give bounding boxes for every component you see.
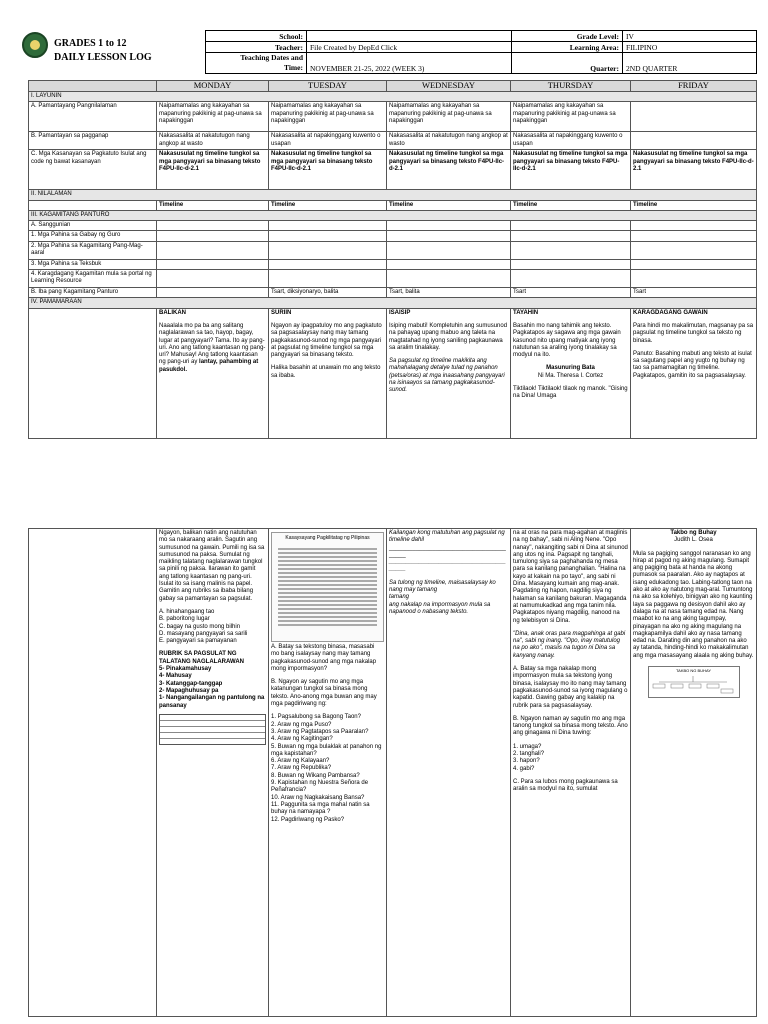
p2-mon-list-d: D. masayang pangyayari sa sarili [159, 630, 248, 637]
quarter-value: 2ND QUARTER [623, 63, 757, 74]
mon-text: Naaalala mo pa ba ang salitang naglalarawan sa tao, hayop, bagay, lugar at pangyayari? Tama. Ito ay pang-uri. Ano ang tatlong kaantasan ng pang-uri? Mahusay! Ang tatlong kaantasan ng pang-uri ay [159, 322, 266, 366]
p2-mon-list-b: B. paboritong lugar [159, 616, 210, 623]
p2-thu-text2: "Dina, anak oras para magpahinga at gabi na", sabi ng inang. "Opo, inay matutulog na po ako", masiis na tugon ni Dina sa kanyang nanay. [513, 630, 626, 659]
p2-thu-qb: B. Ngayon naman ay sagutin mo ang mga tanong tungkol sa binasa mong teksto. Ano ang ginagawa ni Dina tuwing: [513, 715, 628, 737]
gabay-label: 1. Mga Pahina sa Gabay ng Guro [29, 231, 157, 241]
tue-text2: Halika basahin at unawain mo ang teksto sa ibaba. [271, 365, 381, 379]
rubric-1: 1- Nangangailangan ng pantulong na pansanay [159, 695, 265, 709]
sanggunian-label: A. Sanggunian [29, 221, 157, 231]
thu-text: Basahin mo nang tahimik ang teksto. Pagkatapos ay sagawa ang mga gawain kasunod nito upang matiyak ang iyong natutunan sa araling iyong tinalakay sa modyul na ito. [513, 322, 621, 359]
pamamaraan-mon [157, 308, 269, 438]
rubric-4: 4- Mahusay [159, 673, 192, 680]
tue-text: Ngayon ay ipagpatuloy mo ang pagkatuto sa pagsasalaysay nang may tamang pagkakasunod-sunod ng mga pangyayari at pagsulat ng timeline tungkol sa mga pangyayari sa binasang teksto. [271, 322, 382, 359]
grade-label: Grade Level: [512, 31, 623, 42]
quarter-label: Quarter: [512, 63, 623, 74]
tue-q4: 4. Araw ng Kagitingan? [271, 736, 333, 743]
pamamaraan-thu [511, 308, 631, 438]
pagganap-fri [631, 132, 757, 150]
day-tuesday: TUESDAY [269, 81, 387, 92]
header-info-table [205, 30, 757, 74]
area-value: FILIPINO [623, 42, 757, 53]
tue-q7: 7. Araw ng Republika? [271, 765, 332, 772]
pagganap-mon: Nakasasalita at nakatutugon nang angkop at wasto [157, 132, 269, 150]
pagkatuto-wed: Nakasusulat ng timeline tungkol sa mga pangyayari sa binasang teksto F4PU-IIc-d-2.1 [387, 150, 511, 190]
wed-p2-italic3: Sa tulong ng timeline, maisasalaysay ko nang may tamang [389, 579, 496, 594]
row-label-pagganap: B. Pamantayan sa pagganap [29, 132, 157, 150]
pangnilalaman-thu: Naipamamalas ang kakayahan sa mapanuring pakikinig at pag-unawa sa napakinggan [511, 102, 631, 132]
tue-title: SURIIN [271, 309, 292, 316]
tue-q1: 1. Pagsalubong sa Bagong Taon? [271, 714, 361, 721]
pagganap-wed: Nakasasalita at nakatutugon nang angkop at wasto [387, 132, 511, 150]
tue-q2: 2. Araw ng mga Puso? [271, 721, 332, 728]
p2-thu [511, 529, 631, 1017]
nilalaman-label [29, 200, 157, 210]
thu-q3: 3. hapon? [513, 758, 540, 765]
pamamaraan-fri [631, 308, 757, 438]
day-thursday: THURSDAY [511, 81, 631, 92]
kagamitang-mag-label: 2. Mga Pahina sa Kagamitang Pang-Mag-aaral [29, 241, 157, 259]
fri-story-title: Takbo ng Buhay [670, 530, 717, 536]
p2-mon [157, 529, 269, 1017]
tue-q9: 9. Kapistahan ng Nuestra Señora de Peñafrancia? [271, 780, 369, 794]
lesson-log-page-1 [0, 0, 768, 480]
tue-q5: 5. Buwan ng mga bulaklak at panahon ng mga kapistahan? [271, 743, 382, 757]
row-label-pagkatuto: C. Mga Kasanayan sa Pagkatuto Isulat ang code ng bawat kasanayan [29, 150, 157, 190]
deped-seal-icon [22, 32, 48, 58]
teksbuk-label: 3. Mga Pahina sa Teksbuk [29, 259, 157, 269]
nilalaman-wed: Timeline [387, 200, 511, 210]
grade-value: IV [623, 31, 757, 42]
lesson-log-page-2 [0, 520, 768, 1024]
iba-mon [157, 288, 269, 298]
pagkatuto-mon: Nakasusulat ng timeline tungkol sa mga pangyayari sa binasang teksto F4PU-IIc-d-2.1 [157, 150, 269, 190]
area-label: Learning Area: [512, 42, 623, 53]
p2-fri-text: Mula sa pagiging sanggol naranasan ko ang hirap at pagod ng aking magulang. Sumapit ang pagiging bata at handa na akong pumasok sa paaralan. Ako ay nagtapos at isang edukadong tao. Labing-tatlong taon na ako at ako ay natutong mag-aral. Tumuntong na ako sa kolehiyo, binigyan ako ng kaunting laya sa paggawa ng desisyon dahil ako ay dalaga na at nasa tamang edad na. Nang maabot ko na ang aking tagumpay, pinayagan na ako ng aking magulang na magkapamilya dahil ako ay nasa tamang edad na. Darating din ang panahon na ako ay tatanda, hinding-hindi ko makakalimutan ang mga masasayang alaala ng aking buhay. [633, 550, 754, 659]
thu-story-author: Ni Ma. Theresa I. Cortez [537, 372, 604, 379]
pamamaraan-wed [387, 308, 511, 438]
p2-fri [631, 529, 757, 1017]
iba-wed: Tsart, balita [387, 288, 511, 298]
teacher-label: Teacher: [206, 42, 307, 53]
nilalaman-fri: Timeline [631, 200, 757, 210]
school-value [307, 31, 512, 42]
tue-q11: 11. Paggunita sa mga mahal natin sa buhay na namayapa ? [271, 801, 370, 816]
section-layunin: I. LAYUNIN [29, 92, 757, 102]
wed-italic: Sa pagsulat ng timeline makikita ang mahahalagang detalye tulad ng panahon (petsa/oras) at mga inaasahang pangyayari na isinaayos sa tamang pagkakasunod-sunod. [389, 358, 505, 394]
fri-title: KARAGDAGANG GAWAIN [633, 309, 708, 316]
school-label: School: [206, 31, 307, 42]
iba-tue: Tsart, diksiyonaryo, balita [269, 288, 387, 298]
blank-label [512, 53, 623, 64]
tue-q3: 3. Araw ng Pagtatapos sa Paaralan? [271, 728, 369, 735]
p2-mon-text: Ngayon, balikan natin ang natutuhan mo sa nakaraang aralin. Sagutin ang sumusunod na gawain. Pumili ng isa sa sumusunod na paksa. Sumulat ng maikling talatang naglalarawan tungkol sa pinili ng paksa. Ilarawan ito gamit ang tatlong kaantasan ng pang-uri. Isulat ito sa isang malinis na papel. Gamitin ang rubriks sa ibaba bilang gabay sa pamantayan sa pagsulat. [159, 530, 265, 602]
page-gap [0, 480, 768, 520]
p2-thu-text3: C. Para sa lubos mong pagkaunawa sa aralin sa modyul na ito, sumulat [513, 778, 618, 793]
iba-thu: Tsart [511, 288, 631, 298]
tue-q10: 10. Araw ng Nagkakaisang Bansa? [271, 794, 365, 801]
blank-value [623, 53, 757, 64]
timeline-tree-icon [649, 674, 737, 696]
fri-text2: Panuto: Basahing mabuti ang teksto at isulat sa sagutang papel ang yugto ng buhay ng tao sa pamamagitan ng timeline. Pagkatapos, gamitin ito sa pagsasalaysay. [633, 350, 752, 379]
tue-q6: 6. Araw ng Kalayaan? [271, 758, 330, 765]
corner-cell [29, 81, 157, 92]
day-friday: FRIDAY [631, 81, 757, 92]
pagganap-tue: Nakasasalita at napakinggang kuwento o usapan [269, 132, 387, 150]
wed-title: ISAISIP [389, 309, 411, 316]
pagganap-thu: Nakasasalita at napakinggang kuwento o usapan [511, 132, 631, 150]
wed-p2-italic4: ang nakalap na impormasyon mula sa napanood o nabasang teksto. [389, 601, 491, 615]
wed-p2-blank2: ________________________________________ [389, 559, 506, 573]
logo-line-2: DAILY LESSON LOG [54, 52, 152, 63]
pagkatuto-thu: Nakasusulat ng timeline tungkol sa mga pangyayari sa binasang teksto F4PU-IIc-d-2.1 [511, 150, 631, 190]
thu-q4: 4. gabi? [513, 765, 535, 772]
timeline-diagram-image [648, 666, 740, 698]
dates-label-line1: Teaching Dates and [240, 53, 303, 62]
karagdagang-label: 4. Karagdagang Kagamitan mula sa portal ng Learning Resource [29, 270, 157, 288]
thu-title: TAYAHIN [513, 309, 539, 316]
nilalaman-tue: Timeline [269, 200, 387, 210]
rubric-2: 2- Mapaghuhusay pa [159, 687, 219, 694]
article-title: Kasaysayang Pagkilitatag ng Pilipinas [285, 535, 370, 541]
section-kagamitan: III. KAGAMITANG PANTURO [29, 210, 757, 220]
thu-story-start: Tiktilaok! Tiktilaok! tilaok ng manok. "Gising na Dina! Umaga [513, 386, 628, 400]
pangnilalaman-tue: Naipamamalas ang kakayahan sa mapanuring pakikinig at pag-unawa sa napakinggan [269, 102, 387, 132]
wed-p2-blank: ________________________________________ [389, 544, 506, 558]
pagkatuto-fri: Nakasusulat ng timeline tungkol sa mga pangyayari sa binasang teksto F4PU-IIc-d-2.1 [631, 150, 757, 190]
tue-q12: 12. Pagdiriwang ng Pasko? [271, 816, 345, 823]
lesson-grid-page-2 [28, 528, 757, 1017]
wed-p2-italic1: Kailangan kong matutuhan ang pagsulat ng timeline dahil [389, 530, 505, 544]
p2-mon-list-c: C. bagay na gusto mong bilhin [159, 623, 241, 630]
p2-thu-text1: na at oras na para mag-agahan at maglinis na ng bahay", sabi ni Aling Nene. "Opo nanay", nakangiting sabi ni Dina at sinunod ang utos ng ina. Pagsapit ng tanghali, tumulong siya sa paghahanda ng mesa para sa kanilang pananghalian. "Halina na kayo at kakain na po tayo", ang sabi ni Dina. Masayang kumain ang mag-anak. Pagdating ng hapon, nagdilig siya ng halaman sa kanilang bakuran. Magaganda at namumukadkad ang mga tanim nila. Pagkatapos niyang magdilig, nanood na ng telebisyon si Dina. [513, 530, 628, 624]
teacher-value: File Created by DepEd Click [307, 42, 512, 53]
mon-title: BALIKAN [159, 309, 186, 316]
p2-mon-list-e: E. pangyayari sa pamayanan [159, 638, 237, 645]
thu-q2: 2. tanghali? [513, 751, 545, 758]
thu-story-title: Masunuring Bata [546, 365, 595, 372]
wed-text: Isiping mabuti! Kompletuhin ang sumusunod na pahayag upang mabuo ang taleta na magtatahad ng iyong saniling pagkaunawa sa aralim tinalakay. [389, 322, 508, 351]
day-monday: MONDAY [157, 81, 269, 92]
fri-text: Para hindi mo makalimutan, magsanay pa sa pagsulat ng timeline tungkol sa teksto ng binasa. [633, 322, 754, 344]
p2-tue-qb: B. Ngayon ay sagutin mo ang mga katanungan tungkol sa binasa mong teksto. Ano-anong mga buwan ang may mga pagdiriwang ng: [271, 679, 377, 708]
day-wednesday: WEDNESDAY [387, 81, 511, 92]
p2-label-cell [29, 529, 157, 1017]
article-image [271, 532, 384, 642]
dates-label [206, 53, 307, 74]
diagram-title: TAKBO NG BUHAY [676, 668, 711, 674]
nilalaman-thu: Timeline [511, 200, 631, 210]
p2-mon-list-a: A. hinahangaang tao [159, 608, 215, 615]
time-label: Time: [283, 63, 303, 72]
dates-value: NOVEMBER 21-25, 2022 (WEEK 3) [307, 53, 512, 74]
section-pamamaraan: IV. PAMAMARAAN [29, 298, 757, 308]
section-nilalaman: II. NILALAMAN [29, 190, 757, 200]
rubric-3: 3- Katanggap-tanggap [159, 680, 223, 687]
mon-bold: lantay, pahambing at pasukdol. [159, 359, 259, 373]
lesson-grid-page-1 [28, 80, 757, 439]
pangnilalaman-wed: Naipamamalas ang kakayahan sa mapanuring pakikinig at pag-unawa sa napakinggan [387, 102, 511, 132]
tue-q8: 8. Buwan ng Wikang Pambansa? [271, 772, 360, 779]
rubric-table-image [159, 714, 266, 745]
wed-p2-italic2: tamang [389, 594, 410, 601]
nilalaman-mon: Timeline [157, 200, 269, 210]
iba-fri: Tsart [631, 288, 757, 298]
pangnilalaman-fri [631, 102, 757, 132]
pagkatuto-tue: Nakasusulat ng timeline tungkol sa mga pangyayari sa binasang teksto F4PU-IIc-d-2.1 [269, 150, 387, 190]
pamamaraan-label [29, 308, 157, 438]
rubric-title: RUBRIK SA PAGSULAT NG TALATANG NAGLALARAWAN [159, 651, 244, 665]
p2-tue [269, 529, 387, 1017]
thu-q1: 1. umaga? [513, 743, 542, 750]
fri-story-author: Judith L. Osea [674, 537, 713, 544]
pamamaraan-tue [269, 308, 387, 438]
rubric-5: 5- Pinakamahusay [159, 666, 212, 673]
p2-thu-qa: A. Batay sa mga nakalap mong impormasyon mula sa tekstong iyong binasa, isalaysay mo ito nang may tamang pagkakasunod-sunod sa iyong magulang o kapatid. Gawing gabay ang kalakip na rubrik para sa pagsasalaysay. [513, 666, 628, 709]
p2-wed [387, 529, 511, 1017]
p2-tue-qa: A. Batay sa tekstong binasa, masasabi mo bang isalaysay nang may tamang pagkakasunod-sunod ang mga nakalap mong impormasyon? [271, 644, 377, 672]
pangnilalaman-mon: Naipamamalas ang kakayahan sa mapanuring pakikinig at pag-unawa sa napakinggan [157, 102, 269, 132]
logo-line-1: GRADES 1 to 12 [54, 38, 127, 49]
row-label-pangnilalaman: A. Pamantayang Pangnilalaman [29, 102, 157, 132]
iba-pang-label: B. Iba pang Kagamitang Panturo [29, 288, 157, 298]
